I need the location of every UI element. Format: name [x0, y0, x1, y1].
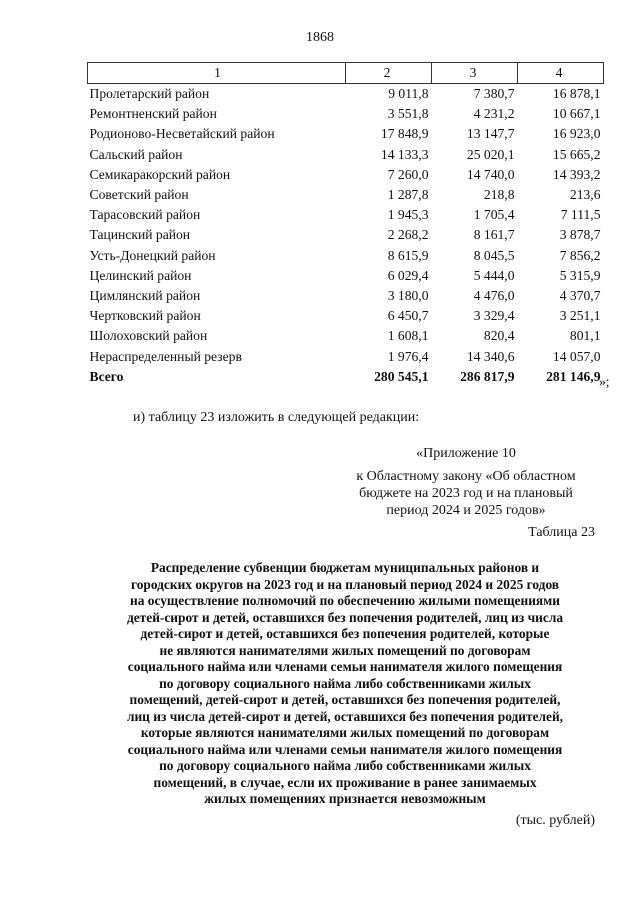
heading-line: помещений, в случае, если их проживание в ранее занимаемых: [153, 774, 537, 790]
table-row: [88, 266, 604, 286]
value-2025: 16 878,1: [552, 86, 601, 101]
appendix-line: бюджете на 2023 год и на плановый: [359, 486, 573, 501]
value-2024: 4 231,2: [473, 106, 515, 122]
header-cell: 1: [88, 63, 346, 84]
value-2023: 1 976,4: [387, 348, 429, 364]
value-2024: 14 340,6: [466, 348, 515, 364]
appendix-title: «Приложение 10: [416, 446, 516, 461]
value-2024: 820,4: [483, 328, 515, 344]
total-suffix: »;: [599, 374, 610, 389]
value-2024: 25 020,1: [466, 146, 515, 162]
value-2024: 4 476,0: [473, 288, 515, 304]
value-2025: 5 315,9: [559, 267, 601, 283]
value-2024: 7 380,7: [473, 86, 515, 101]
value-2025: 4 370,7: [559, 288, 601, 304]
heading-line: городских округов на 2023 год и на плановый период 2024 и 2025 годов: [130, 576, 560, 592]
district-name: Семикаракорский район: [89, 166, 231, 182]
value-2024: 218,8: [483, 187, 515, 203]
district-name: Ремонтненский район: [89, 106, 217, 122]
district-name: Пролетарский район: [89, 86, 210, 101]
value-2023: 1 287,8: [387, 187, 429, 203]
value-2023: 9 011,8: [388, 86, 429, 101]
value-2023: 3 551,8: [387, 106, 429, 122]
value-2023: 6 029,4: [387, 267, 429, 283]
district-name: Чертковский район: [89, 308, 201, 324]
value-2024: 8 161,7: [473, 227, 515, 243]
total-2025: 281 146,9: [546, 368, 601, 384]
value-2025: 10 667,1: [552, 106, 601, 122]
heading-line: не являются нанимателями жилых помещений по договорам: [159, 642, 531, 658]
value-2023: 1 945,3: [387, 207, 429, 223]
units-label: (тыс. рублей): [515, 813, 595, 828]
value-2025: 801,1: [569, 328, 601, 344]
total-row: [88, 367, 604, 387]
value-2024: 8 045,5: [473, 247, 515, 263]
header-cell: 3: [432, 63, 518, 84]
table-row: [88, 124, 604, 144]
table-row: [88, 165, 604, 185]
value-2023: 2 268,2: [387, 227, 429, 243]
heading-line: детей-сирот и детей, оставшихся без попечения родителей, которые: [140, 626, 550, 641]
heading-line: жилых помещениях признается невозможным: [204, 791, 486, 806]
appendix-description: [336, 468, 596, 519]
value-2025: 3 251,1: [559, 308, 601, 324]
table-row: [88, 185, 604, 205]
value-2024: 5 444,0: [473, 267, 515, 283]
district-name: Шолоховский район: [89, 328, 208, 344]
value-2023: 8 615,9: [387, 247, 429, 263]
table-row: [88, 306, 604, 326]
heading-line: Распределение субвенции бюджетам муниципальных районов и: [150, 560, 540, 575]
table-row: [88, 84, 604, 105]
district-name: Тарасовский район: [89, 207, 201, 223]
table-row: [88, 205, 604, 225]
value-2025: 213,6: [569, 187, 601, 203]
heading-line: по договору социального найма либо собственниками жилых: [159, 758, 531, 773]
heading-line: социального найма или членами семьи нанимателя жилого помещения: [127, 659, 563, 674]
district-name: Усть-Донецкий район: [89, 247, 216, 263]
value-2025: 15 665,2: [552, 146, 601, 162]
value-2023: 6 450,7: [387, 308, 429, 324]
page-number: 1868: [306, 30, 334, 45]
heading-line: по договору социального найма либо собственниками жилых: [159, 675, 531, 691]
value-2023: 7 260,0: [387, 166, 429, 182]
district-name: Советский район: [89, 187, 189, 203]
table-row: [88, 286, 604, 306]
value-2023: 3 180,0: [387, 288, 429, 304]
value-2025: 7 856,2: [559, 247, 601, 263]
heading-line: социального найма или членами семьи нанимателя жилого помещения: [127, 741, 563, 757]
value-2025: 16 923,0: [552, 126, 601, 142]
total-2023: 280 545,1: [374, 368, 429, 384]
total-2024: 286 817,9: [460, 368, 515, 384]
heading-line: на осуществление полномочий по обеспечению жилыми помещениями: [129, 593, 561, 608]
heading-line: детей-сирот и детей, оставшихся без попечения родителей, лиц из числа: [126, 609, 564, 625]
district-name: Сальский район: [89, 146, 183, 162]
budget-table: [87, 62, 604, 387]
table-row: [88, 225, 604, 245]
heading-line: которые являются нанимателями жилых помещений по договорам: [140, 725, 550, 740]
value-2024: 3 329,4: [473, 308, 515, 324]
table-header-row: [88, 63, 604, 84]
value-2025: 7 111,5: [560, 207, 601, 223]
district-name: Цимлянский район: [89, 288, 201, 304]
district-name: Нераспределенный резерв: [89, 348, 242, 364]
heading-line: помещений, детей-сирот и детей, оставшихся без попечения родителей,: [129, 692, 561, 707]
table-row: [88, 104, 604, 124]
table-row: [88, 145, 604, 165]
district-name: Тацинский район: [89, 227, 191, 243]
header-cell: 2: [346, 63, 432, 84]
value-2023: 1 608,1: [387, 328, 429, 344]
value-2025: 14 393,2: [552, 166, 601, 182]
value-2024: 14 740,0: [466, 166, 515, 182]
table-label: Таблица 23: [528, 525, 595, 540]
value-2023: 17 848,9: [380, 126, 429, 142]
value-2025: 14 057,0: [552, 348, 601, 364]
value-2025: 3 878,7: [559, 227, 601, 243]
value-2024: 1 705,4: [473, 207, 515, 223]
appendix-line: период 2024 и 2025 годов»: [386, 503, 546, 518]
total-label: Всего: [89, 368, 124, 384]
table-heading: [90, 560, 600, 808]
table-row: [88, 347, 604, 367]
table-row: [88, 246, 604, 266]
value-2024: 13 147,7: [466, 126, 515, 142]
header-cell: 4: [518, 63, 604, 84]
table-row: [88, 326, 604, 346]
district-name: Целинский район: [89, 267, 192, 283]
district-name: Родионово-Несветайский район: [89, 126, 275, 142]
heading-line: лиц из числа детей-сирот и детей, оставшихся без попечения родителей,: [126, 708, 564, 724]
value-2023: 14 133,3: [380, 146, 429, 162]
appendix-line: к Областному закону «Об областном: [356, 469, 576, 484]
instruction-text: и) таблицу 23 изложить в следующей редакции:: [133, 410, 420, 425]
